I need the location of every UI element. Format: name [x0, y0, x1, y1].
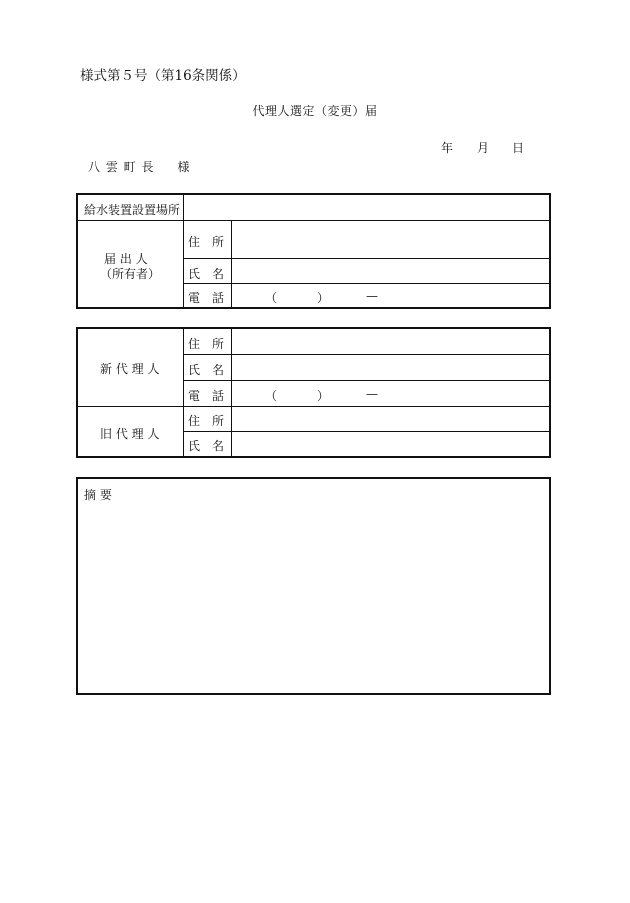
applicant-address-field[interactable]: [232, 221, 549, 258]
old-agent-name-label: 氏 名: [188, 439, 225, 453]
phone-close-paren: ）: [317, 291, 330, 305]
phone-open-paren: （: [265, 291, 278, 305]
new-agent-name-field[interactable]: [232, 355, 549, 380]
new-agent-phone-label: 電 話: [188, 389, 225, 403]
old-agent-name-field[interactable]: [232, 432, 549, 456]
phone-dash: —: [366, 387, 378, 401]
agent-table: [76, 327, 551, 458]
applicant-label: 届 出 人: [104, 252, 148, 266]
summary-field[interactable]: [78, 503, 549, 693]
installation-location-label: 給水装置設置場所: [84, 203, 181, 217]
addressee: 八 雲 町 長 様: [88, 160, 190, 174]
old-agent-address-field[interactable]: [232, 407, 549, 431]
divider: [183, 329, 184, 456]
summary-label: 摘 要: [84, 488, 112, 502]
installation-location-field[interactable]: [184, 195, 549, 220]
new-agent-phone-field[interactable]: [232, 381, 549, 406]
old-agent-label: 旧 代 理 人: [100, 427, 160, 441]
date-day-label: 日: [512, 141, 525, 155]
phone-open-paren: （: [265, 389, 278, 403]
new-agent-address-label: 住 所: [188, 337, 225, 351]
phone-dash: —: [366, 289, 378, 303]
applicant-owner-label: （所有者）: [100, 267, 161, 281]
applicant-name-field[interactable]: [232, 259, 549, 283]
form-number: 様式第５号（第16条関係）: [80, 68, 246, 84]
date-month-label: 月: [477, 141, 490, 155]
applicant-phone-field[interactable]: [232, 284, 549, 307]
applicant-phone-label: 電 話: [188, 291, 225, 305]
date-year-label: 年: [441, 141, 454, 155]
new-agent-label: 新 代 理 人: [100, 362, 160, 376]
phone-close-paren: ）: [317, 389, 330, 403]
applicant-table: [76, 193, 551, 309]
form-title: 代理人選定（変更）届: [252, 104, 378, 118]
new-agent-address-field[interactable]: [232, 329, 549, 354]
old-agent-address-label: 住 所: [188, 414, 225, 428]
new-agent-name-label: 氏 名: [188, 363, 225, 377]
applicant-address-label: 住 所: [188, 235, 225, 249]
applicant-name-label: 氏 名: [188, 267, 225, 281]
summary-box: [76, 477, 551, 695]
